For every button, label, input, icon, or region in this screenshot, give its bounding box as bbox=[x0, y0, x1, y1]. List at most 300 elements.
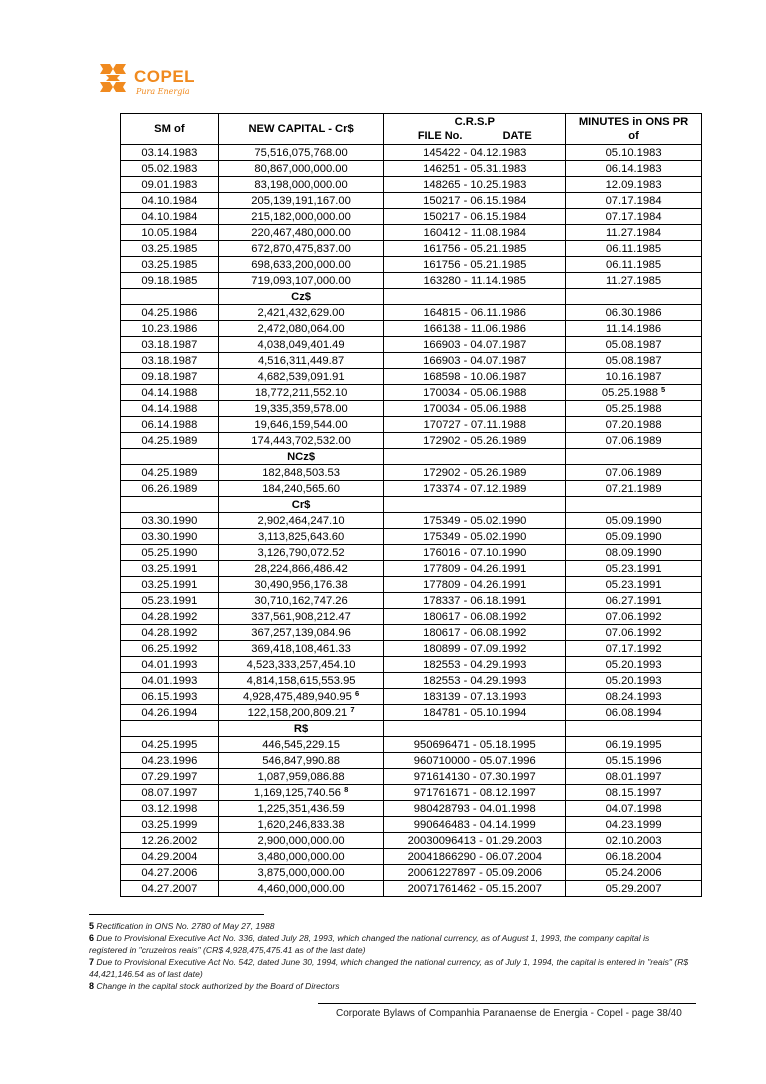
minutes-cell-text: 05.10.1983 bbox=[605, 146, 662, 159]
capital-cell bbox=[218, 433, 384, 449]
minutes-cell bbox=[566, 625, 702, 641]
table-body bbox=[121, 145, 702, 897]
capital-cell-text: 367,257,139,084.96 bbox=[251, 626, 351, 639]
minutes-cell bbox=[566, 257, 702, 273]
minutes-cell-text: 05.15.1996 bbox=[605, 754, 662, 767]
crsp-file-cell bbox=[384, 225, 566, 241]
crsp-file-cell bbox=[384, 753, 566, 769]
crsp-file-cell bbox=[384, 545, 566, 561]
sm-date-cell-text: 03.12.1998 bbox=[141, 802, 198, 815]
crsp-file-cell bbox=[384, 481, 566, 497]
crsp-file-cell-text: 166903 - 04.07.1987 bbox=[423, 338, 527, 351]
table-row bbox=[121, 625, 702, 641]
header-date: DATE bbox=[502, 130, 532, 142]
table-row bbox=[121, 881, 702, 897]
table-row bbox=[121, 545, 702, 561]
minutes-cell-text: 07.17.1992 bbox=[605, 642, 662, 655]
currency-label bbox=[218, 497, 384, 513]
table-row bbox=[121, 481, 702, 497]
sm-date-cell-text: 03.30.1990 bbox=[141, 514, 198, 527]
header-sm-of: SM of bbox=[121, 114, 219, 145]
minutes-cell-text: 04.23.1999 bbox=[605, 818, 662, 831]
capital-cell bbox=[218, 241, 384, 257]
minutes-cell bbox=[566, 545, 702, 561]
minutes-cell bbox=[566, 225, 702, 241]
table-row bbox=[121, 177, 702, 193]
crsp-file-cell bbox=[384, 193, 566, 209]
sm-date-cell-text: 04.26.1994 bbox=[141, 706, 198, 719]
sm-date-cell-text: 05.25.1990 bbox=[141, 546, 198, 559]
footnote-text: Change in the capital stock authorized by the Board of Directors bbox=[96, 981, 340, 991]
minutes-cell bbox=[566, 577, 702, 593]
capital-cell-text: 698,633,200,000.00 bbox=[251, 258, 351, 271]
crsp-file-cell-text: 176016 - 07.10.1990 bbox=[423, 546, 527, 559]
minutes-cell-text: 08.09.1990 bbox=[605, 546, 662, 559]
crsp-file-cell bbox=[384, 433, 566, 449]
capital-cell-text: 719,093,107,000.00 bbox=[251, 274, 351, 287]
table-row bbox=[121, 801, 702, 817]
table-row bbox=[121, 433, 702, 449]
capital-cell-text: 4,928,475,489,940.95 bbox=[243, 690, 352, 703]
capital-cell-text: 215,182,000,000.00 bbox=[251, 210, 351, 223]
capital-cell-text: 220,467,480,000.00 bbox=[251, 226, 351, 239]
header-new-capital: NEW CAPITAL - Cr$ bbox=[218, 114, 384, 145]
crsp-file-cell bbox=[384, 705, 566, 721]
crsp-file-cell bbox=[384, 209, 566, 225]
sm-date-cell bbox=[121, 417, 219, 433]
currency-label-text: Cr$ bbox=[291, 498, 311, 511]
capital-cell-text: 3,480,000,000.00 bbox=[257, 850, 345, 863]
table-row bbox=[121, 865, 702, 881]
minutes-cell bbox=[566, 705, 702, 721]
sm-date-cell-text: 08.07.1997 bbox=[141, 786, 198, 799]
capital-cell bbox=[218, 673, 384, 689]
table-row bbox=[121, 529, 702, 545]
capital-cell-text: 369,418,108,461.33 bbox=[251, 642, 351, 655]
crsp-file-cell-text: 164815 - 06.11.1986 bbox=[423, 306, 526, 319]
footnote bbox=[89, 932, 689, 956]
capital-cell-text: 3,875,000,000.00 bbox=[257, 866, 345, 879]
sm-date-cell-text: 05.23.1991 bbox=[141, 594, 198, 607]
capital-cell bbox=[218, 513, 384, 529]
minutes-cell-text: 12.09.1983 bbox=[605, 178, 662, 191]
sm-date-cell-text: 04.10.1984 bbox=[141, 194, 198, 207]
crsp-file-cell bbox=[384, 561, 566, 577]
crsp-file-cell bbox=[384, 353, 566, 369]
logo-wordmark: COPEL bbox=[134, 67, 196, 86]
minutes-cell-text: 07.17.1984 bbox=[605, 210, 662, 223]
header-minutes-line2: of bbox=[628, 130, 639, 142]
sm-date-cell-text: 03.14.1983 bbox=[141, 146, 198, 159]
minutes-cell-text: 08.01.1997 bbox=[605, 770, 662, 783]
crsp-file-cell-text: 150217 - 06.15.1984 bbox=[423, 210, 527, 223]
capital-cell bbox=[218, 561, 384, 577]
crsp-file-cell bbox=[384, 369, 566, 385]
minutes-cell bbox=[566, 641, 702, 657]
crsp-file-cell-text: 175349 - 05.02.1990 bbox=[423, 530, 527, 543]
crsp-file-cell-text: 20030096413 - 01.29.2003 bbox=[407, 834, 542, 847]
sm-date-cell-text: 04.27.2006 bbox=[141, 866, 198, 879]
capital-cell-text: 1,169,125,740.56 bbox=[253, 786, 341, 799]
header-crsp-title: C.R.S.P bbox=[454, 116, 495, 128]
table-row bbox=[121, 689, 702, 705]
table-row bbox=[121, 465, 702, 481]
crsp-file-cell-text: 180617 - 06.08.1992 bbox=[423, 626, 527, 639]
minutes-cell-text: 05.23.1991 bbox=[605, 578, 662, 591]
sm-date-cell bbox=[121, 193, 219, 209]
crsp-file-cell-text: 180899 - 07.09.1992 bbox=[423, 642, 527, 655]
currency-label bbox=[218, 289, 384, 305]
crsp-file-cell-text: 971614130 - 07.30.1997 bbox=[413, 770, 536, 783]
sm-date-cell-text: 03.25.1991 bbox=[141, 578, 198, 591]
capital-cell bbox=[218, 593, 384, 609]
sm-date-cell-text: 03.25.1985 bbox=[141, 242, 198, 255]
capital-cell-text: 18,772,211,552.10 bbox=[254, 386, 348, 399]
minutes-cell bbox=[566, 369, 702, 385]
table-row bbox=[121, 737, 702, 753]
capital-cell-text: 80,867,000,000.00 bbox=[254, 162, 348, 175]
capital-cell-text: 184,240,565.60 bbox=[262, 482, 340, 495]
capital-cell bbox=[218, 161, 384, 177]
capital-cell bbox=[218, 145, 384, 161]
minutes-cell-text: 05.25.1988 bbox=[601, 386, 658, 399]
table-row bbox=[121, 321, 702, 337]
minutes-cell-text: 05.29.2007 bbox=[605, 882, 662, 895]
minutes-cell-text: 05.25.1988 bbox=[605, 402, 662, 415]
sm-date-cell-text: 04.25.1989 bbox=[141, 434, 198, 447]
capital-cell bbox=[218, 753, 384, 769]
header-crsp-sub bbox=[384, 129, 565, 143]
sm-date-cell bbox=[121, 625, 219, 641]
crsp-file-cell bbox=[384, 385, 566, 401]
currency-row bbox=[121, 449, 702, 465]
minutes-cell bbox=[566, 657, 702, 673]
crsp-file-cell bbox=[384, 161, 566, 177]
header-crsp bbox=[384, 114, 566, 145]
minutes-cell-text: 06.08.1994 bbox=[605, 706, 662, 719]
minutes-cell-text: 05.23.1991 bbox=[605, 562, 662, 575]
table-row bbox=[121, 593, 702, 609]
crsp-file-cell bbox=[384, 321, 566, 337]
minutes-cell bbox=[566, 465, 702, 481]
minutes-cell-text: 07.06.1992 bbox=[605, 626, 662, 639]
footnote-ref: 5 bbox=[661, 384, 666, 394]
sm-date-cell bbox=[121, 321, 219, 337]
minutes-cell bbox=[566, 609, 702, 625]
crsp-file-cell bbox=[384, 625, 566, 641]
table-row bbox=[121, 225, 702, 241]
table-row bbox=[121, 513, 702, 529]
minutes-cell bbox=[566, 305, 702, 321]
capital-cell-text: 337,561,908,212.47 bbox=[251, 610, 351, 623]
table-row bbox=[121, 609, 702, 625]
sm-date-cell-text: 04.25.1989 bbox=[141, 466, 198, 479]
sm-date-cell bbox=[121, 465, 219, 481]
sm-date-cell bbox=[121, 353, 219, 369]
sm-date-cell-text: 03.18.1987 bbox=[141, 338, 198, 351]
minutes-cell bbox=[566, 561, 702, 577]
footnote bbox=[89, 956, 689, 980]
sm-date-cell bbox=[121, 657, 219, 673]
currency-row bbox=[121, 497, 702, 513]
capital-cell-text: 28,224,866,486.42 bbox=[254, 562, 348, 575]
capital-cell bbox=[218, 369, 384, 385]
table-row bbox=[121, 305, 702, 321]
capital-cell bbox=[218, 641, 384, 657]
copel-logo bbox=[98, 62, 208, 102]
footnote-number: 5 bbox=[89, 921, 95, 931]
capital-cell-text: 205,139,191,167.00 bbox=[251, 194, 351, 207]
minutes-cell bbox=[566, 689, 702, 705]
capital-cell-text: 1,620,246,833.38 bbox=[257, 818, 345, 831]
table-header-row bbox=[121, 114, 702, 145]
sm-date-cell-text: 05.02.1983 bbox=[141, 162, 198, 175]
crsp-file-cell-text: 177809 - 04.26.1991 bbox=[423, 578, 527, 591]
sm-date-cell bbox=[121, 433, 219, 449]
capital-cell bbox=[218, 833, 384, 849]
table-row bbox=[121, 401, 702, 417]
minutes-cell bbox=[566, 321, 702, 337]
sm-date-cell-text: 06.26.1989 bbox=[141, 482, 198, 495]
crsp-file-cell-text: 148265 - 10.25.1983 bbox=[423, 178, 527, 191]
sm-date-cell-text: 03.30.1990 bbox=[141, 530, 198, 543]
table-row bbox=[121, 337, 702, 353]
crsp-file-cell-text: 980428793 - 04.01.1998 bbox=[413, 802, 536, 815]
table-row bbox=[121, 785, 702, 801]
table-row bbox=[121, 849, 702, 865]
minutes-cell-text: 04.07.1998 bbox=[605, 802, 662, 815]
sm-date-cell-text: 10.05.1984 bbox=[141, 226, 198, 239]
minutes-cell-text: 05.20.1993 bbox=[605, 674, 662, 687]
table-row bbox=[121, 161, 702, 177]
capital-cell bbox=[218, 865, 384, 881]
sm-date-cell-text: 04.01.1993 bbox=[141, 658, 198, 671]
capital-cell-text: 182,848,503.53 bbox=[262, 466, 340, 479]
table-row bbox=[121, 353, 702, 369]
minutes-cell-text: 02.10.2003 bbox=[605, 834, 662, 847]
minutes-cell-text: 07.17.1984 bbox=[605, 194, 662, 207]
crsp-file-cell bbox=[384, 513, 566, 529]
minutes-cell bbox=[566, 273, 702, 289]
sm-date-cell-text: 04.01.1993 bbox=[141, 674, 198, 687]
capital-cell bbox=[218, 401, 384, 417]
minutes-cell-text: 07.21.1989 bbox=[605, 482, 662, 495]
logo-tagline: Pura Energia bbox=[136, 87, 190, 96]
crsp-file-cell bbox=[384, 817, 566, 833]
sm-date-cell bbox=[121, 801, 219, 817]
footnote-ref: 7 bbox=[350, 704, 355, 714]
capital-cell bbox=[218, 609, 384, 625]
minutes-cell bbox=[566, 193, 702, 209]
capital-cell bbox=[218, 337, 384, 353]
footnote-number: 6 bbox=[89, 933, 95, 943]
empty-cell bbox=[121, 497, 219, 513]
capital-cell-text: 2,900,000,000.00 bbox=[257, 834, 345, 847]
minutes-cell bbox=[566, 817, 702, 833]
header-minutes-line1: MINUTES in ONS PR bbox=[578, 116, 689, 128]
sm-date-cell bbox=[121, 737, 219, 753]
sm-date-cell-text: 03.25.1991 bbox=[141, 562, 198, 575]
capital-cell bbox=[218, 769, 384, 785]
sm-date-cell-text: 04.23.1996 bbox=[141, 754, 198, 767]
capital-cell bbox=[218, 193, 384, 209]
sm-date-cell bbox=[121, 817, 219, 833]
crsp-file-cell-text: 173374 - 07.12.1989 bbox=[423, 482, 527, 495]
crsp-file-cell-text: 971761671 - 08.12.1997 bbox=[413, 786, 536, 799]
capital-cell bbox=[218, 849, 384, 865]
minutes-cell-text: 06.11.1985 bbox=[605, 258, 662, 271]
crsp-file-cell-text: 146251 - 05.31.1983 bbox=[423, 162, 527, 175]
crsp-file-cell bbox=[384, 593, 566, 609]
capital-cell bbox=[218, 737, 384, 753]
sm-date-cell-text: 04.29.2004 bbox=[141, 850, 198, 863]
sm-date-cell bbox=[121, 833, 219, 849]
sm-date-cell bbox=[121, 401, 219, 417]
sm-date-cell bbox=[121, 689, 219, 705]
capital-cell-text: 4,038,049,401.49 bbox=[257, 338, 345, 351]
minutes-cell bbox=[566, 385, 702, 401]
minutes-cell-text: 06.18.2004 bbox=[605, 850, 662, 863]
table-row bbox=[121, 417, 702, 433]
sm-date-cell bbox=[121, 641, 219, 657]
sm-date-cell-text: 06.25.1992 bbox=[141, 642, 198, 655]
capital-cell bbox=[218, 305, 384, 321]
crsp-file-cell bbox=[384, 849, 566, 865]
sm-date-cell-text: 04.28.1992 bbox=[141, 626, 198, 639]
currency-label bbox=[218, 449, 384, 465]
crsp-file-cell bbox=[384, 769, 566, 785]
capital-cell-text: 4,814,158,615,553.95 bbox=[246, 674, 356, 687]
minutes-cell bbox=[566, 529, 702, 545]
footnote-number: 7 bbox=[89, 957, 95, 967]
sm-date-cell bbox=[121, 273, 219, 289]
footnote bbox=[89, 920, 689, 932]
crsp-file-cell bbox=[384, 833, 566, 849]
crsp-file-cell bbox=[384, 257, 566, 273]
empty-cell bbox=[384, 497, 566, 513]
crsp-file-cell-text: 170034 - 05.06.1988 bbox=[423, 402, 527, 415]
capital-cell-text: 122,158,200,809.21 bbox=[247, 706, 348, 719]
crsp-file-cell-text: 166138 - 11.06.1986 bbox=[423, 322, 526, 335]
table-row bbox=[121, 241, 702, 257]
capital-cell bbox=[218, 481, 384, 497]
currency-row bbox=[121, 289, 702, 305]
capital-cell bbox=[218, 625, 384, 641]
empty-cell bbox=[121, 289, 219, 305]
footnote-ref: 6 bbox=[354, 688, 360, 698]
table-row bbox=[121, 833, 702, 849]
crsp-file-cell bbox=[384, 865, 566, 881]
sm-date-cell bbox=[121, 513, 219, 529]
footnote-text: Due to Provisional Executive Act No. 336, dated July 28, 1993, which changed the national currency, as of August 1, 1993, the company capital is registered in "cruzeiros reais" (CR$ 4,928,475,475.41 as of the last date) bbox=[89, 933, 650, 955]
capital-cell bbox=[218, 225, 384, 241]
sm-date-cell bbox=[121, 257, 219, 273]
capital-cell bbox=[218, 321, 384, 337]
table-row bbox=[121, 577, 702, 593]
sm-date-cell bbox=[121, 881, 219, 897]
sm-date-cell bbox=[121, 753, 219, 769]
capital-cell-text: 546,847,990.88 bbox=[262, 754, 340, 767]
crsp-file-cell bbox=[384, 529, 566, 545]
capital-cell bbox=[218, 529, 384, 545]
minutes-cell-text: 05.24.2006 bbox=[605, 866, 662, 879]
crsp-file-cell bbox=[384, 465, 566, 481]
footnote-text: Due to Provisional Executive Act No. 542, dated June 30, 1994, which changed the national currency, as of July 1, 1994, the capital is entered in "reais" (R$ 44,421,146.54 as of last date) bbox=[89, 957, 689, 979]
minutes-cell-text: 06.14.1983 bbox=[605, 162, 662, 175]
minutes-cell bbox=[566, 145, 702, 161]
sm-date-cell bbox=[121, 673, 219, 689]
crsp-file-cell-text: 168598 - 10.06.1987 bbox=[423, 370, 527, 383]
minutes-cell bbox=[566, 209, 702, 225]
footnote-number: 8 bbox=[89, 981, 95, 991]
capital-cell bbox=[218, 545, 384, 561]
capital-cell-text: 4,516,311,449.87 bbox=[257, 354, 345, 367]
minutes-cell bbox=[566, 241, 702, 257]
minutes-cell-text: 05.08.1987 bbox=[605, 338, 662, 351]
minutes-cell-text: 11.27.1985 bbox=[605, 274, 662, 287]
capital-cell-text: 30,490,956,176.38 bbox=[254, 578, 348, 591]
minutes-cell-text: 07.06.1992 bbox=[605, 610, 662, 623]
capital-cell bbox=[218, 209, 384, 225]
header-minutes bbox=[566, 114, 702, 145]
sm-date-cell bbox=[121, 577, 219, 593]
crsp-file-cell-text: 950696471 - 05.18.1995 bbox=[413, 738, 536, 751]
sm-date-cell-text: 09.01.1983 bbox=[141, 178, 198, 191]
crsp-file-cell-text: 20041866290 - 06.07.2004 bbox=[407, 850, 542, 863]
capital-cell-text: 19,646,159,544.00 bbox=[254, 418, 348, 431]
capital-cell bbox=[218, 817, 384, 833]
minutes-cell-text: 08.24.1993 bbox=[605, 690, 662, 703]
minutes-cell-text: 10.16.1987 bbox=[605, 370, 662, 383]
crsp-file-cell-text: 161756 - 05.21.1985 bbox=[423, 242, 527, 255]
capital-cell bbox=[218, 385, 384, 401]
table-row bbox=[121, 145, 702, 161]
currency-label-text: Cz$ bbox=[291, 290, 312, 303]
crsp-file-cell-text: 170727 - 07.11.1988 bbox=[423, 418, 526, 431]
sm-date-cell bbox=[121, 161, 219, 177]
minutes-cell bbox=[566, 401, 702, 417]
crsp-file-cell-text: 166903 - 04.07.1987 bbox=[423, 354, 527, 367]
sm-date-cell-text: 03.18.1987 bbox=[141, 354, 198, 367]
capital-history-table bbox=[120, 113, 702, 897]
empty-cell bbox=[566, 721, 702, 737]
capital-cell bbox=[218, 417, 384, 433]
empty-cell bbox=[384, 721, 566, 737]
capital-cell-text: 19,335,359,578.00 bbox=[254, 402, 348, 415]
currency-row bbox=[121, 721, 702, 737]
sm-date-cell-text: 12.26.2002 bbox=[141, 834, 198, 847]
crsp-file-cell-text: 182553 - 04.29.1993 bbox=[423, 674, 527, 687]
crsp-file-cell-text: 178337 - 06.18.1991 bbox=[423, 594, 527, 607]
minutes-cell bbox=[566, 881, 702, 897]
crsp-file-cell-text: 183139 - 07.13.1993 bbox=[423, 690, 527, 703]
crsp-file-cell bbox=[384, 241, 566, 257]
minutes-cell bbox=[566, 737, 702, 753]
crsp-file-cell bbox=[384, 881, 566, 897]
minutes-cell bbox=[566, 337, 702, 353]
crsp-file-cell bbox=[384, 801, 566, 817]
footnote-divider bbox=[89, 914, 264, 915]
empty-cell bbox=[121, 721, 219, 737]
crsp-file-cell bbox=[384, 737, 566, 753]
sm-date-cell bbox=[121, 177, 219, 193]
capital-cell bbox=[218, 257, 384, 273]
crsp-file-cell bbox=[384, 145, 566, 161]
minutes-cell-text: 05.09.1990 bbox=[605, 514, 662, 527]
sm-date-cell bbox=[121, 545, 219, 561]
crsp-file-cell bbox=[384, 609, 566, 625]
table-row bbox=[121, 369, 702, 385]
